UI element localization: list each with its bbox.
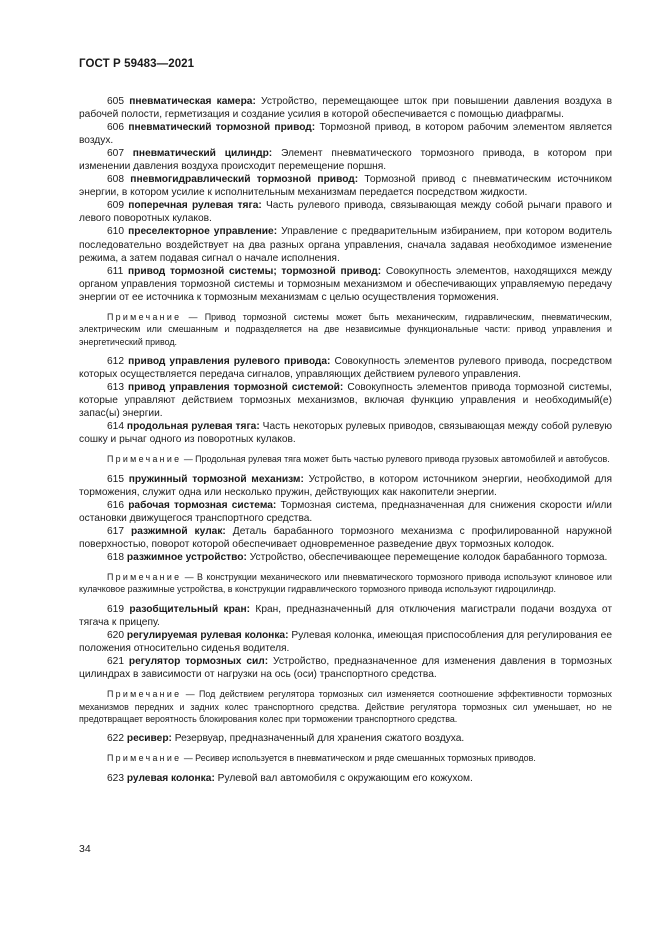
term-name: регулятор тормозных сил: <box>128 656 269 668</box>
term-definition: Деталь барабанного тормозного механизма с профилированной наружной поверхностью, поворот которой обеспечивает одновременное разведение двух тормозных колодок. <box>79 525 612 550</box>
note-label: Примечание <box>107 572 182 583</box>
term-name: пружинный тормозной механизм: <box>128 473 304 485</box>
term-definition: Элемент пневматического тормозного привода, в котором при изменении давления воздуха происходит перемещение поршня. <box>79 148 613 173</box>
term-number: 621 <box>107 656 124 668</box>
term-number: 617 <box>107 525 124 537</box>
term-name: привод тормозной системы; тормозной привод: <box>127 265 382 277</box>
term-name: продольная рулевая тяга: <box>126 421 260 433</box>
term-name: регулируемая рулевая колонка: <box>126 629 289 641</box>
term-name: рабочая тормозная система: <box>128 499 277 511</box>
term-number: 612 <box>107 355 124 367</box>
term-name: ресивер: <box>126 733 172 745</box>
term-definition: Кран, предназначенный для отключения магистрали подачи воздуха от тягача к прицепу. <box>79 603 612 628</box>
term-number: 616 <box>107 499 124 511</box>
term-definition: Часть рулевого привода, связывающая между собой рычаги правого и левого поворотных кулаков. <box>79 200 612 225</box>
term-entry <box>79 121 612 147</box>
term-number: 605 <box>107 96 124 107</box>
term-number: 610 <box>107 226 124 238</box>
term-definition: Рулевой вал автомобиля с окружающим его кожухом. <box>214 772 473 784</box>
term-name: привод управления тормозной системой: <box>128 382 344 394</box>
term-definition: Совокупность элементов рулевого привода, посредством которых осуществляется передача сигналов, управляющих действием рулевого управления. <box>79 355 612 381</box>
term-name: рулевая колонка: <box>126 772 215 784</box>
term-number: 606 <box>107 122 124 134</box>
term-entry <box>79 732 612 745</box>
note-text: — Ресивер используется в пневматическом и ряде смешанных тормозных приводов. <box>181 753 536 764</box>
term-number: 608 <box>107 174 124 186</box>
term-name: пневматический цилиндр: <box>132 148 273 160</box>
term-number: 611 <box>107 265 124 277</box>
term-entry <box>79 473 612 499</box>
term-definition: Совокупность элементов, находящихся между органом управления тормозной системы и тормозным механизмом и обеспечивающих управляемую передачу энергии от ее источника к тормозным механизмам с целью осуществления торможения. <box>79 265 612 303</box>
term-definition: Устройство, перемещающее шток при повышении давления воздуха в рабочей полости, герметизация и создание усилия в которой обеспечивается с помощью диафрагмы. <box>79 96 612 121</box>
term-number: 620 <box>107 629 124 641</box>
term-number: 613 <box>107 382 124 394</box>
term-name: пневматический тормозной привод: <box>128 122 316 134</box>
term-number: 623 <box>107 772 124 784</box>
term-entry <box>79 381 612 420</box>
term-entry <box>79 629 612 655</box>
term-name: привод управления рулевого привода: <box>128 355 331 367</box>
term-definition: Устройство, обеспечивающее перемещение колодок барабанного тормоза. <box>246 551 608 563</box>
term-definition: Резервуар, предназначенный для хранения сжатого воздуха. <box>171 733 465 745</box>
term-entry <box>79 265 612 304</box>
note-text: — Привод тормозной системы может быть механическим, гидравлическим, пневматическим, электрическим или смешанным и подразделяется на две независимые функциональные части: привод управления и энергетический привод. <box>79 311 612 347</box>
term-entry <box>79 525 612 551</box>
document-header: ГОСТ Р 59483—2021 <box>79 58 195 70</box>
term-entry <box>79 603 612 629</box>
term-definition: Управление с предварительным избиранием, при котором водитель последовательно воздействует на два разных органа управления, сначала задавая необходимое изменение режима, а затем подавая сигнал о начале исполнения. <box>79 226 613 264</box>
term-name: разжимное устройство: <box>126 551 247 563</box>
term-definition: Устройство, в котором источником энергии, необходимой для торможения, служит одна или несколько пружин, действующих как накопители энергии. <box>79 473 612 498</box>
note <box>79 571 612 596</box>
term-entry <box>79 95 612 121</box>
note-text: — В конструкции механического или пневматического тормозного привода используют клиновое или кулачковое разжимные устройства, в конструкции гидравлического тормозного привода используют гидроцилиндр. <box>79 572 612 595</box>
note-label: Примечание <box>107 753 182 764</box>
note-label: Примечание <box>107 689 182 700</box>
term-number: 614 <box>107 421 124 433</box>
term-definition: Совокупность элементов привода тормозной системы, которые управляют действием тормозных механизмов, включая функцию управления и необходимый(е) запас(ы) энергии. <box>79 382 612 420</box>
term-name: пневмогидравлический тормозной привод: <box>130 174 359 186</box>
note <box>79 311 612 348</box>
note <box>79 688 612 725</box>
note-label: Примечание <box>107 311 182 322</box>
term-definition: Рулевая колонка, имеющая приспособления для регулирования ее положения относительно сиденья водителя. <box>79 629 612 654</box>
term-number: 615 <box>107 473 124 485</box>
term-name: поперечная рулевая тяга: <box>128 200 262 212</box>
document-body <box>79 95 612 785</box>
term-entry <box>79 772 612 785</box>
term-name: пневматическая камера: <box>129 96 256 107</box>
term-definition: Тормозная система, предназначенная для снижения скорости и/или остановки движущегося транспортного средства. <box>79 499 612 524</box>
term-definition: Устройство, предназначенное для изменения давления в тормозных цилиндрах в зависимости от нагрузки на ось (оси) транспортного средства. <box>79 656 612 681</box>
page-number: 34 <box>79 843 91 855</box>
note <box>79 752 612 764</box>
term-entry <box>79 355 612 381</box>
term-entry <box>79 655 612 681</box>
term-entry <box>79 551 612 564</box>
note-label: Примечание <box>107 454 182 465</box>
term-definition: Тормозной привод с пневматическим источником энергии, в котором усилие к исполнительным механизмам передается посредством жидкости. <box>79 174 612 199</box>
term-entry <box>79 199 612 225</box>
term-number: 618 <box>107 551 124 563</box>
term-entry <box>79 420 612 446</box>
term-definition: Часть некоторых рулевых приводов, связывающая между собой рулевую сошку и рычаг одного из поворотных кулаков. <box>79 421 613 446</box>
term-entry <box>79 499 612 525</box>
note-text: — Под действием регулятора тормозных сил изменяется соотношение эффективности тормозных механизмов передних и задних колес транспортного средства. Действие регулятора тормозных сил уменьшает, но не предотвращает вероятность блокирования колес при торможении транспортного средства. <box>79 689 612 724</box>
term-entry <box>79 225 612 264</box>
term-number: 619 <box>107 603 124 615</box>
term-number: 622 <box>107 733 124 745</box>
term-entry <box>79 147 612 173</box>
term-definition: Тормозной привод, в котором рабочим элементом является воздух. <box>79 122 612 147</box>
term-name: преселекторное управление: <box>128 226 278 238</box>
term-number: 607 <box>107 148 124 160</box>
term-entry <box>79 173 612 199</box>
note <box>79 453 612 465</box>
term-name: разжимной кулак: <box>130 525 226 537</box>
term-number: 609 <box>107 200 124 212</box>
note-text: — Продольная рулевая тяга может быть частью рулевого привода грузовых автомобилей и автобусов. <box>181 454 610 465</box>
term-name: разобщительный кран: <box>129 603 251 615</box>
